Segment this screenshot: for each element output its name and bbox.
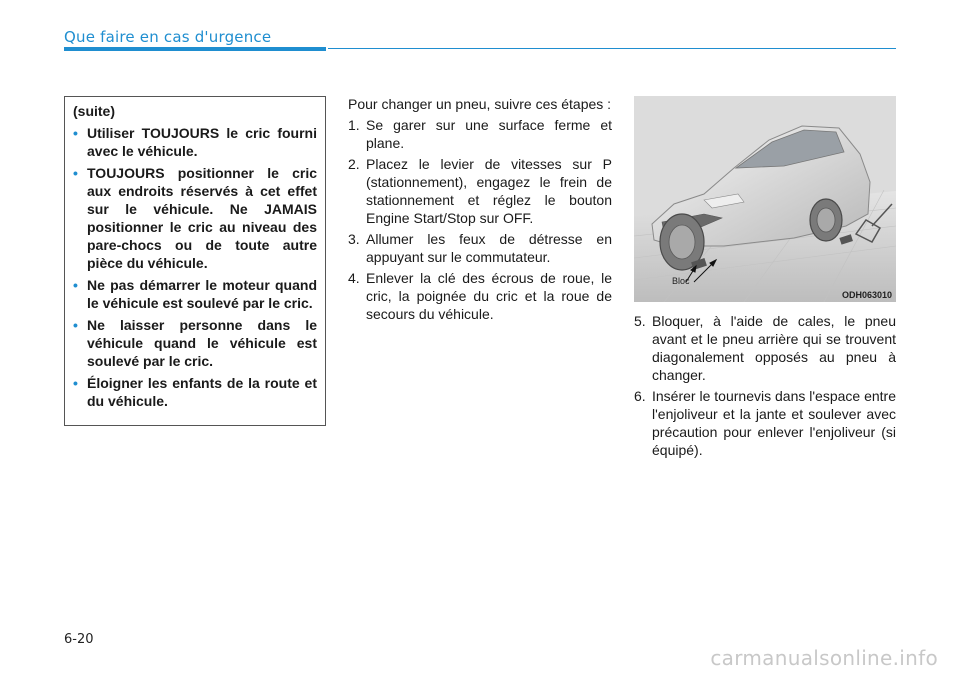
bullet-icon: • <box>73 277 78 293</box>
warning-item: • Ne pas démarrer le moteur quand le véhicule est soulevé par le cric. <box>73 277 317 311</box>
car-illustration-svg <box>634 96 896 302</box>
warning-item: • TOUJOURS positionner le cric aux endroits réservés à cet effet sur le véhicule. Ne JAMAIS positionner le cric au niveau des pare-chocs ou de toute autre pièce du véhicule. <box>73 165 317 271</box>
step-item: 3. Allumer les feux de détresse en appuyant sur le commutateur. <box>348 231 612 265</box>
instructions-column-right <box>634 312 896 462</box>
warning-item: • Ne laisser personne dans le véhicule quand le véhicule est soulevé par le cric. <box>73 317 317 369</box>
bullet-icon: • <box>73 375 78 391</box>
step-item: 5. Bloquer, à l'aide de cales, le pneu avant et le pneu arrière qui se trouvent diagonalement opposés au pneu à changer. <box>634 313 896 383</box>
car-jack-illustration <box>634 96 896 302</box>
header-rule-thin <box>328 48 896 49</box>
warning-item: • Utiliser TOUJOURS le cric fourni avec le véhicule. <box>73 125 317 159</box>
watermark: carmanualsonline.info <box>710 646 938 670</box>
header-rule-thick <box>64 47 326 51</box>
warning-item: • Éloigner les enfants de la route et du véhicule. <box>73 375 317 409</box>
warning-box <box>64 96 326 426</box>
instructions-intro: Pour changer un pneu, suivre ces étapes : <box>348 96 612 112</box>
warning-heading: (suite) <box>73 103 115 119</box>
page-number: 6-20 <box>64 632 94 647</box>
bullet-icon: • <box>73 317 78 333</box>
step-item: 2. Placez le levier de vitesses sur P (stationnement), engagez le frein de stationnement et réglez le bouton Engine Start/Stop sur OFF. <box>348 156 612 226</box>
steps-list <box>348 116 612 323</box>
steps-list <box>634 312 896 459</box>
bullet-icon: • <box>73 165 78 181</box>
instructions-column <box>348 95 612 326</box>
bullet-icon: • <box>73 125 78 141</box>
figure-label: Bloc <box>672 276 690 286</box>
warning-list <box>73 124 317 410</box>
step-item: 6. Insérer le tournevis dans l'espace entre l'enjoliveur et la jante et soulever avec précaution pour enlever l'enjoliveur (si équipé). <box>634 388 896 458</box>
step-item: 1. Se garer sur une surface ferme et plane. <box>348 117 612 151</box>
section-title: Que faire en cas d'urgence <box>64 28 272 46</box>
figure-code: ODH063010 <box>841 290 892 300</box>
step-item: 4. Enlever la clé des écrous de roue, le cric, la poignée du cric et la roue de secours du véhicule. <box>348 270 612 322</box>
